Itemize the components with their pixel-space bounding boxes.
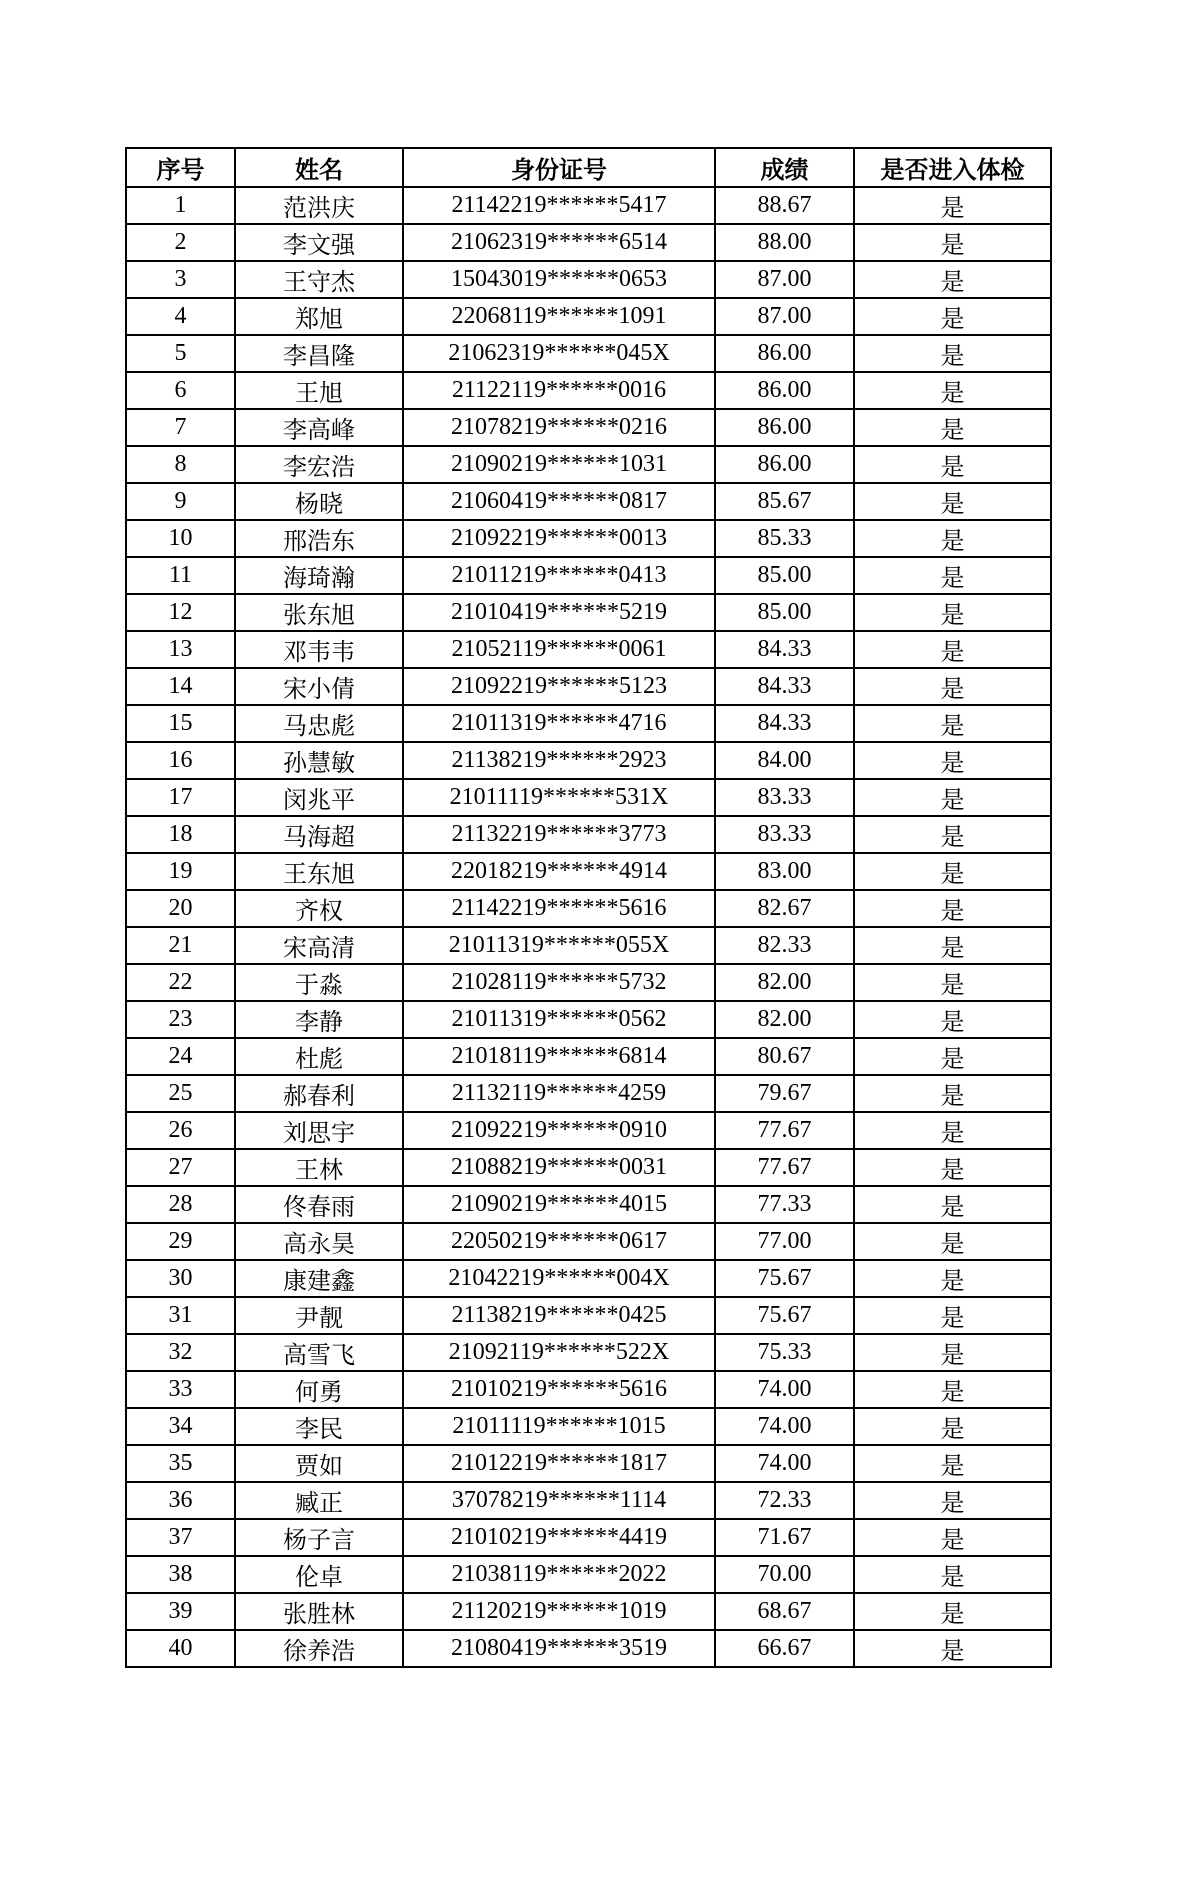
- cell-index: 13: [126, 631, 235, 668]
- cell-index: 26: [126, 1112, 235, 1149]
- cell-physical-exam: 是: [854, 705, 1051, 742]
- table-row: [126, 779, 1051, 816]
- table-row: [126, 1001, 1051, 1038]
- cell-index: 10: [126, 520, 235, 557]
- cell-physical-exam: 是: [854, 1186, 1051, 1223]
- cell-physical-exam: 是: [854, 779, 1051, 816]
- cell-score: 77.67: [715, 1149, 854, 1186]
- cell-index: 18: [126, 816, 235, 853]
- cell-physical-exam: 是: [854, 1038, 1051, 1075]
- cell-id-number: 21011219******0413: [403, 557, 715, 594]
- cell-name: 伦卓: [235, 1556, 403, 1593]
- cell-score: 85.67: [715, 483, 854, 520]
- cell-physical-exam: 是: [854, 409, 1051, 446]
- table-row: [126, 224, 1051, 261]
- cell-name: 范洪庆: [235, 187, 403, 224]
- cell-index: 34: [126, 1408, 235, 1445]
- cell-id-number: 21062319******6514: [403, 224, 715, 261]
- table-row: [126, 1038, 1051, 1075]
- cell-physical-exam: 是: [854, 1223, 1051, 1260]
- cell-score: 66.67: [715, 1630, 854, 1667]
- cell-id-number: 21018119******6814: [403, 1038, 715, 1075]
- table-row: [126, 446, 1051, 483]
- cell-index: 15: [126, 705, 235, 742]
- cell-name: 海琦瀚: [235, 557, 403, 594]
- cell-id-number: 21092219******0013: [403, 520, 715, 557]
- table-row: [126, 964, 1051, 1001]
- cell-name: 李文强: [235, 224, 403, 261]
- table-row: [126, 1630, 1051, 1667]
- cell-name: 马海超: [235, 816, 403, 853]
- cell-score: 75.67: [715, 1297, 854, 1334]
- cell-id-number: 21132219******3773: [403, 816, 715, 853]
- cell-id-number: 21010419******5219: [403, 594, 715, 631]
- cell-physical-exam: 是: [854, 890, 1051, 927]
- header-id-number: 身份证号: [403, 148, 715, 187]
- cell-index: 25: [126, 1075, 235, 1112]
- cell-index: 20: [126, 890, 235, 927]
- cell-score: 68.67: [715, 1593, 854, 1630]
- cell-physical-exam: 是: [854, 1519, 1051, 1556]
- cell-physical-exam: 是: [854, 1334, 1051, 1371]
- cell-physical-exam: 是: [854, 742, 1051, 779]
- table-row: [126, 187, 1051, 224]
- cell-index: 17: [126, 779, 235, 816]
- cell-index: 4: [126, 298, 235, 335]
- cell-score: 75.33: [715, 1334, 854, 1371]
- cell-id-number: 21092219******5123: [403, 668, 715, 705]
- cell-index: 14: [126, 668, 235, 705]
- cell-physical-exam: 是: [854, 1408, 1051, 1445]
- cell-index: 28: [126, 1186, 235, 1223]
- table-row: [126, 1556, 1051, 1593]
- cell-name: 马忠彪: [235, 705, 403, 742]
- cell-name: 李昌隆: [235, 335, 403, 372]
- cell-index: 8: [126, 446, 235, 483]
- cell-id-number: 21010219******4419: [403, 1519, 715, 1556]
- cell-score: 86.00: [715, 409, 854, 446]
- cell-score: 77.00: [715, 1223, 854, 1260]
- cell-physical-exam: 是: [854, 853, 1051, 890]
- cell-name: 宋高清: [235, 927, 403, 964]
- cell-id-number: 21088219******0031: [403, 1149, 715, 1186]
- cell-index: 1: [126, 187, 235, 224]
- table-row: [126, 594, 1051, 631]
- cell-name: 杨子言: [235, 1519, 403, 1556]
- cell-name: 张胜林: [235, 1593, 403, 1630]
- cell-index: 40: [126, 1630, 235, 1667]
- table-row: [126, 742, 1051, 779]
- cell-name: 于淼: [235, 964, 403, 1001]
- header-row: [126, 148, 1051, 187]
- cell-physical-exam: 是: [854, 1260, 1051, 1297]
- cell-score: 85.00: [715, 594, 854, 631]
- cell-name: 徐养浩: [235, 1630, 403, 1667]
- cell-id-number: 21028119******5732: [403, 964, 715, 1001]
- cell-physical-exam: 是: [854, 1593, 1051, 1630]
- cell-index: 37: [126, 1519, 235, 1556]
- cell-score: 75.67: [715, 1260, 854, 1297]
- table-row: [126, 298, 1051, 335]
- table-row: [126, 557, 1051, 594]
- cell-physical-exam: 是: [854, 298, 1051, 335]
- table-row: [126, 1408, 1051, 1445]
- cell-id-number: 21080419******3519: [403, 1630, 715, 1667]
- cell-physical-exam: 是: [854, 335, 1051, 372]
- cell-score: 82.00: [715, 1001, 854, 1038]
- cell-physical-exam: 是: [854, 1001, 1051, 1038]
- cell-index: 6: [126, 372, 235, 409]
- cell-name: 郝春利: [235, 1075, 403, 1112]
- cell-score: 84.33: [715, 631, 854, 668]
- table-row: [126, 1223, 1051, 1260]
- cell-index: 16: [126, 742, 235, 779]
- table-row: [126, 372, 1051, 409]
- cell-score: 86.00: [715, 335, 854, 372]
- cell-physical-exam: 是: [854, 187, 1051, 224]
- cell-id-number: 21011119******531X: [403, 779, 715, 816]
- cell-name: 王旭: [235, 372, 403, 409]
- cell-physical-exam: 是: [854, 1075, 1051, 1112]
- cell-score: 88.67: [715, 187, 854, 224]
- cell-index: 7: [126, 409, 235, 446]
- cell-score: 71.67: [715, 1519, 854, 1556]
- cell-score: 85.00: [715, 557, 854, 594]
- table-row: [126, 1445, 1051, 1482]
- cell-score: 82.00: [715, 964, 854, 1001]
- cell-index: 19: [126, 853, 235, 890]
- cell-name: 张东旭: [235, 594, 403, 631]
- table-row: [126, 520, 1051, 557]
- cell-id-number: 21092219******0910: [403, 1112, 715, 1149]
- cell-id-number: 22068119******1091: [403, 298, 715, 335]
- cell-score: 70.00: [715, 1556, 854, 1593]
- cell-id-number: 22050219******0617: [403, 1223, 715, 1260]
- table-row: [126, 1371, 1051, 1408]
- cell-physical-exam: 是: [854, 483, 1051, 520]
- cell-id-number: 37078219******1114: [403, 1482, 715, 1519]
- cell-id-number: 21060419******0817: [403, 483, 715, 520]
- cell-index: 9: [126, 483, 235, 520]
- cell-id-number: 21142219******5616: [403, 890, 715, 927]
- cell-name: 尹靓: [235, 1297, 403, 1334]
- cell-physical-exam: 是: [854, 1297, 1051, 1334]
- cell-name: 高永昊: [235, 1223, 403, 1260]
- cell-score: 74.00: [715, 1371, 854, 1408]
- table-row: [126, 890, 1051, 927]
- table-row: [126, 1334, 1051, 1371]
- cell-name: 宋小倩: [235, 668, 403, 705]
- cell-index: 2: [126, 224, 235, 261]
- cell-name: 康建鑫: [235, 1260, 403, 1297]
- cell-physical-exam: 是: [854, 446, 1051, 483]
- cell-index: 21: [126, 927, 235, 964]
- cell-score: 72.33: [715, 1482, 854, 1519]
- table-row: [126, 1075, 1051, 1112]
- cell-name: 王东旭: [235, 853, 403, 890]
- cell-name: 何勇: [235, 1371, 403, 1408]
- cell-physical-exam: 是: [854, 668, 1051, 705]
- cell-score: 87.00: [715, 261, 854, 298]
- cell-id-number: 21012219******1817: [403, 1445, 715, 1482]
- table-row: [126, 1260, 1051, 1297]
- cell-score: 88.00: [715, 224, 854, 261]
- cell-id-number: 21038119******2022: [403, 1556, 715, 1593]
- table-row: [126, 261, 1051, 298]
- cell-id-number: 21132119******4259: [403, 1075, 715, 1112]
- cell-name: 高雪飞: [235, 1334, 403, 1371]
- cell-name: 王守杰: [235, 261, 403, 298]
- cell-id-number: 21122119******0016: [403, 372, 715, 409]
- cell-index: 11: [126, 557, 235, 594]
- cell-id-number: 21092119******522X: [403, 1334, 715, 1371]
- cell-name: 闵兆平: [235, 779, 403, 816]
- cell-score: 86.00: [715, 446, 854, 483]
- cell-score: 77.33: [715, 1186, 854, 1223]
- table-row: [126, 1593, 1051, 1630]
- cell-index: 32: [126, 1334, 235, 1371]
- header-name: 姓名: [235, 148, 403, 187]
- cell-score: 74.00: [715, 1408, 854, 1445]
- cell-physical-exam: 是: [854, 927, 1051, 964]
- cell-id-number: 22018219******4914: [403, 853, 715, 890]
- cell-score: 83.00: [715, 853, 854, 890]
- cell-physical-exam: 是: [854, 1630, 1051, 1667]
- cell-score: 84.33: [715, 705, 854, 742]
- cell-score: 83.33: [715, 779, 854, 816]
- cell-name: 邓韦韦: [235, 631, 403, 668]
- cell-name: 李宏浩: [235, 446, 403, 483]
- cell-physical-exam: 是: [854, 594, 1051, 631]
- cell-physical-exam: 是: [854, 631, 1051, 668]
- cell-id-number: 15043019******0653: [403, 261, 715, 298]
- table-row: [126, 1519, 1051, 1556]
- cell-id-number: 21120219******1019: [403, 1593, 715, 1630]
- table-body: [126, 187, 1051, 1667]
- cell-index: 36: [126, 1482, 235, 1519]
- cell-physical-exam: 是: [854, 557, 1051, 594]
- cell-id-number: 21142219******5417: [403, 187, 715, 224]
- cell-index: 5: [126, 335, 235, 372]
- cell-id-number: 21090219******1031: [403, 446, 715, 483]
- cell-id-number: 21138219******0425: [403, 1297, 715, 1334]
- cell-score: 82.33: [715, 927, 854, 964]
- table-row: [126, 1186, 1051, 1223]
- cell-name: 杜彪: [235, 1038, 403, 1075]
- cell-id-number: 21090219******4015: [403, 1186, 715, 1223]
- cell-score: 84.00: [715, 742, 854, 779]
- cell-index: 33: [126, 1371, 235, 1408]
- cell-score: 82.67: [715, 890, 854, 927]
- cell-id-number: 21042219******004X: [403, 1260, 715, 1297]
- cell-name: 郑旭: [235, 298, 403, 335]
- cell-name: 臧正: [235, 1482, 403, 1519]
- header-score: 成绩: [715, 148, 854, 187]
- table-row: [126, 1297, 1051, 1334]
- header-physical-exam: 是否进入体检: [854, 148, 1051, 187]
- cell-id-number: 21011319******0562: [403, 1001, 715, 1038]
- cell-id-number: 21138219******2923: [403, 742, 715, 779]
- table-row: [126, 927, 1051, 964]
- cell-name: 杨晓: [235, 483, 403, 520]
- cell-index: 3: [126, 261, 235, 298]
- cell-physical-exam: 是: [854, 224, 1051, 261]
- cell-index: 23: [126, 1001, 235, 1038]
- cell-id-number: 21078219******0216: [403, 409, 715, 446]
- cell-name: 李民: [235, 1408, 403, 1445]
- cell-index: 35: [126, 1445, 235, 1482]
- table-row: [126, 631, 1051, 668]
- cell-index: 29: [126, 1223, 235, 1260]
- table-row: [126, 335, 1051, 372]
- table-row: [126, 705, 1051, 742]
- cell-name: 刘思宇: [235, 1112, 403, 1149]
- cell-score: 87.00: [715, 298, 854, 335]
- cell-name: 李静: [235, 1001, 403, 1038]
- cell-score: 84.33: [715, 668, 854, 705]
- cell-name: 贾如: [235, 1445, 403, 1482]
- table-row: [126, 1149, 1051, 1186]
- cell-id-number: 21062319******045X: [403, 335, 715, 372]
- cell-index: 12: [126, 594, 235, 631]
- cell-physical-exam: 是: [854, 816, 1051, 853]
- cell-index: 24: [126, 1038, 235, 1075]
- cell-score: 79.67: [715, 1075, 854, 1112]
- cell-physical-exam: 是: [854, 261, 1051, 298]
- cell-index: 27: [126, 1149, 235, 1186]
- cell-physical-exam: 是: [854, 520, 1051, 557]
- cell-physical-exam: 是: [854, 1149, 1051, 1186]
- cell-name: 李高峰: [235, 409, 403, 446]
- cell-name: 王林: [235, 1149, 403, 1186]
- cell-index: 39: [126, 1593, 235, 1630]
- cell-physical-exam: 是: [854, 1112, 1051, 1149]
- cell-name: 邢浩东: [235, 520, 403, 557]
- cell-index: 22: [126, 964, 235, 1001]
- header-index: 序号: [126, 148, 235, 187]
- cell-id-number: 21052119******0061: [403, 631, 715, 668]
- cell-name: 齐权: [235, 890, 403, 927]
- cell-score: 74.00: [715, 1445, 854, 1482]
- cell-physical-exam: 是: [854, 1445, 1051, 1482]
- cell-index: 38: [126, 1556, 235, 1593]
- cell-id-number: 21011119******1015: [403, 1408, 715, 1445]
- table-row: [126, 409, 1051, 446]
- cell-index: 30: [126, 1260, 235, 1297]
- table-row: [126, 1112, 1051, 1149]
- table-row: [126, 853, 1051, 890]
- table-row: [126, 1482, 1051, 1519]
- cell-name: 佟春雨: [235, 1186, 403, 1223]
- cell-score: 77.67: [715, 1112, 854, 1149]
- cell-score: 80.67: [715, 1038, 854, 1075]
- cell-index: 31: [126, 1297, 235, 1334]
- cell-physical-exam: 是: [854, 1371, 1051, 1408]
- cell-physical-exam: 是: [854, 1482, 1051, 1519]
- table-header: [126, 148, 1051, 187]
- table-row: [126, 483, 1051, 520]
- cell-score: 86.00: [715, 372, 854, 409]
- cell-id-number: 21011319******055X: [403, 927, 715, 964]
- candidate-score-table: [125, 147, 1052, 1668]
- table-row: [126, 816, 1051, 853]
- cell-physical-exam: 是: [854, 372, 1051, 409]
- cell-name: 孙慧敏: [235, 742, 403, 779]
- cell-physical-exam: 是: [854, 964, 1051, 1001]
- cell-id-number: 21010219******5616: [403, 1371, 715, 1408]
- cell-physical-exam: 是: [854, 1556, 1051, 1593]
- cell-score: 85.33: [715, 520, 854, 557]
- cell-id-number: 21011319******4716: [403, 705, 715, 742]
- table-row: [126, 668, 1051, 705]
- cell-score: 83.33: [715, 816, 854, 853]
